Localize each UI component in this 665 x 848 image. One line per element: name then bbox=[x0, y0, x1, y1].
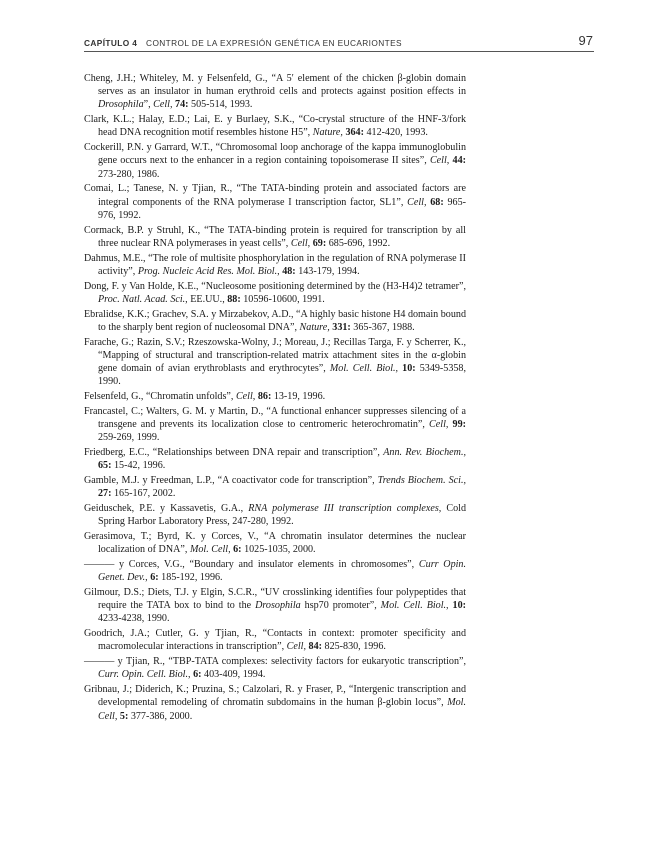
reference-text: 48: bbox=[282, 265, 296, 277]
reference-text: 10596-10600, 1991. bbox=[240, 293, 325, 305]
reference-text: 99: bbox=[452, 419, 466, 431]
reference-text: 68: bbox=[430, 196, 444, 208]
reference-text: 13-19, 1996. bbox=[271, 391, 326, 403]
reference-text: 365-367, 1988. bbox=[350, 321, 415, 333]
reference-text: 412-420, 1993. bbox=[363, 127, 428, 139]
reference-text: Felsenfeld, G., “Chromatin unfolds”, bbox=[84, 391, 236, 403]
reference-text: 825-830, 1996. bbox=[322, 641, 386, 653]
reference-text: 27: bbox=[98, 488, 112, 500]
reference-text: Curr. Opin. Cell. Biol., bbox=[98, 669, 191, 681]
reference-text: Cell, bbox=[153, 99, 173, 111]
reference-text: Cell, bbox=[286, 641, 306, 653]
reference-text: Mol. Cell. Biol., bbox=[380, 600, 449, 612]
reference-text: Ann. Rev. Biochem., bbox=[383, 447, 466, 459]
reference-text: 685-696, 1992. bbox=[326, 237, 391, 249]
reference-text: Cell, bbox=[429, 155, 450, 167]
reference-entry bbox=[84, 113, 466, 139]
reference-text: Cheng, J.H.; Whiteley, M. y Felsenfeld, G., “A 5′ element of the chicken β-globin domain serves as an insulator in human erythroid cells and protects against position effects in bbox=[84, 73, 466, 98]
reference-entry bbox=[84, 502, 466, 528]
reference-text: 84: bbox=[308, 641, 322, 653]
reference-text: 86: bbox=[257, 391, 272, 403]
reference-text: Dong, F. y Van Holde, K.E., “Nucleosome positioning determined by the (H3-H4)2 tetramer”, bbox=[84, 280, 466, 292]
reference-text: 15-42, 1996. bbox=[111, 460, 166, 472]
reference-entry bbox=[84, 308, 466, 334]
reference-text: 10: bbox=[402, 363, 416, 375]
reference-text: 259-269, 1999. bbox=[98, 432, 160, 444]
reference-text: Cell, bbox=[290, 237, 311, 249]
reference-text: Curr Opin. Genet. Dev., bbox=[98, 559, 467, 584]
reference-text: 5: bbox=[119, 710, 129, 722]
reference-text: 185-192, 1996. bbox=[158, 572, 223, 584]
reference-text: 5349-5358, 1990. bbox=[98, 363, 466, 388]
reference-text: 403-409, 1994. bbox=[201, 669, 266, 681]
reference-entry bbox=[84, 141, 466, 181]
reference-entry bbox=[84, 390, 466, 403]
reference-text: Mol. Cell. Biol., bbox=[329, 363, 399, 375]
chapter-label: CAPÍTULO 4 bbox=[84, 38, 138, 48]
reference-text: Mol. Cell, bbox=[98, 697, 466, 722]
reference-entry bbox=[84, 182, 466, 222]
reference-entry bbox=[84, 558, 466, 584]
reference-text: Trends Biochem. Sci., bbox=[377, 475, 466, 487]
reference-text: 6: bbox=[193, 669, 202, 681]
reference-text: Prog. Nucleic Acid Res. Mol. Biol., bbox=[137, 265, 280, 277]
chapter-title: CONTROL DE LA EXPRESIÓN GENÉTICA EN EUCARIONTES bbox=[146, 38, 402, 48]
running-head bbox=[84, 38, 594, 48]
reference-entry bbox=[84, 586, 466, 626]
reference-text: Gamble, M.J. y Freedman, L.P., “A coactivator code for transcription”, bbox=[84, 475, 378, 487]
reference-text: Nature, bbox=[299, 321, 330, 333]
reference-text: 364: bbox=[345, 127, 364, 139]
reference-text: 65: bbox=[98, 460, 112, 472]
reference-entry bbox=[84, 405, 466, 445]
reference-entry bbox=[84, 446, 466, 472]
reference-text: Gribnau, J.; Diderich, K.; Pruzina, S.; Calzolari, R. y Fraser, P., “Intergenic transcription and developmental remodeling of chromatin subdomains in the human β-globin locus”, bbox=[84, 684, 466, 709]
reference-entry bbox=[84, 72, 466, 112]
reference-text: 505-514, 1993. bbox=[188, 99, 253, 111]
reference-text: Cold Spring Harbor Laboratory Press, 247-280, 1992. bbox=[98, 503, 467, 528]
reference-text: Nature, bbox=[312, 127, 343, 139]
reference-text: Comai, L.; Tanese, N. y Tjian, R., “The TATA-binding protein and associated factors are integral components of the RNA polymerase I transcription factor, SL1”, bbox=[84, 183, 466, 208]
reference-text: ——— y Tjian, R., “TBP-TATA complexes: selectivity factors for eukaryotic transcription”, bbox=[84, 656, 466, 668]
reference-text: Gilmour, D.S.; Diets, T.J. y Elgin, S.C.R., “UV crosslinking identifies four polypeptides that require the TATA box to bind to the bbox=[84, 587, 466, 612]
reference-text: 6: bbox=[233, 544, 242, 556]
reference-entry bbox=[84, 530, 466, 556]
reference-text: 44: bbox=[452, 155, 467, 167]
reference-text: Proc. Natl. Acad. Sci., bbox=[98, 293, 188, 305]
reference-text: Cell, bbox=[407, 196, 427, 208]
reference-text: Clark, K.L.; Halay, E.D.; Lai, E. y Burlaey, S.K., “Co-crystal structure of the HNF-3/fork head DNA recognition motif resembles histone H5”, bbox=[84, 114, 466, 139]
reference-text: ——— y Corces, V.G., “Boundary and insulator elements in chromosomes”, bbox=[84, 559, 419, 571]
reference-text: EE.UU., bbox=[187, 293, 228, 305]
reference-text: 1025-1035, 2000. bbox=[241, 544, 316, 556]
reference-entry bbox=[84, 280, 466, 306]
reference-text: 965-976, 1992. bbox=[98, 196, 466, 221]
reference-text: Cockerill, P.N. y Garrard, W.T., “Chromosomal loop anchorage of the kappa immunoglobulin gene occurs next to the enhancer in a region containing topoisomerase II sites”, bbox=[84, 142, 466, 167]
reference-text: hsp70 promoter”, bbox=[300, 600, 381, 612]
reference-text: 273-280, 1986. bbox=[98, 168, 160, 180]
reference-text: 377-386, 2000. bbox=[128, 710, 193, 722]
reference-text: 74: bbox=[175, 99, 189, 111]
reference-text: 10: bbox=[452, 600, 466, 612]
reference-text: Goodrich, J.A.; Cutler, G. y Tjian, R., “Contacts in context: promoter specificity and macromolecular interactions in transcription”, bbox=[84, 628, 466, 653]
reference-text: Drosophila bbox=[98, 99, 144, 111]
reference-text: Cell, bbox=[429, 419, 449, 431]
reference-text: Geiduschek, P.E. y Kassavetis, G.A., bbox=[84, 503, 249, 515]
reference-text: Drosophila bbox=[255, 600, 301, 612]
reference-entry bbox=[84, 627, 466, 653]
reference-text: 6: bbox=[150, 572, 159, 584]
reference-text: ”, bbox=[143, 99, 154, 111]
reference-entry bbox=[84, 655, 466, 681]
reference-entry bbox=[84, 474, 466, 500]
reference-text: 165-167, 2002. bbox=[111, 488, 176, 500]
reference-text: 4233-4238, 1990. bbox=[98, 613, 170, 625]
header-rule bbox=[84, 51, 594, 52]
reference-text: Cell, bbox=[235, 391, 256, 403]
reference-text: Mol. Cell, bbox=[189, 544, 231, 556]
reference-entry bbox=[84, 252, 466, 278]
reference-text: 331: bbox=[332, 321, 351, 333]
reference-list bbox=[84, 72, 466, 724]
reference-text: 143-179, 1994. bbox=[295, 265, 360, 277]
reference-text: Friedberg, E.C., “Relationships between DNA repair and transcription”, bbox=[84, 447, 384, 459]
reference-entry bbox=[84, 336, 466, 389]
reference-text: 88: bbox=[227, 293, 241, 305]
reference-text: Cormack, B.P. y Struhl, K., “The TATA-binding protein is required for transcription by all three nuclear RNA polymerases in yeast cells”, bbox=[84, 224, 466, 249]
reference-text: RNA polymerase III transcription complexes, bbox=[248, 503, 442, 515]
reference-text: Dahmus, M.E., “The role of multisite phosphorylation in the regulation of RNA polymerase II activity”, bbox=[84, 252, 466, 277]
reference-entry bbox=[84, 683, 466, 723]
page-number: 97 bbox=[578, 33, 593, 48]
reference-text: Gerasimova, T.; Byrd, K. y Corces, V., “A chromatin insulator determines the nuclear localization of DNA”, bbox=[84, 531, 466, 556]
reference-text: Francastel, C.; Walters, G. M. y Martin, D., “A functional enhancer suppresses silencing of a transgene and prevents its localization close to centromeric heterochromatin”, bbox=[84, 405, 466, 431]
reference-text: 69: bbox=[312, 237, 327, 249]
reference-text: Farache, G.; Razin, S.V.; Rzeszowska-Wolny, J.; Moreau, J.; Recillas Targa, F. y Scherrer, K., “Mapping of structural and transcription-related matrix attachment sites in the α-globin gene domain of avian erythroblasts and erythrocytes”, bbox=[84, 336, 466, 375]
reference-entry bbox=[84, 224, 466, 250]
reference-text: Ebralidse, K.K.; Grachev, S.A. y Mirzabekov, A.D., “A highly basic histone H4 domain bound to the sharply bent region of nucleosomal DNA”, bbox=[84, 308, 466, 333]
